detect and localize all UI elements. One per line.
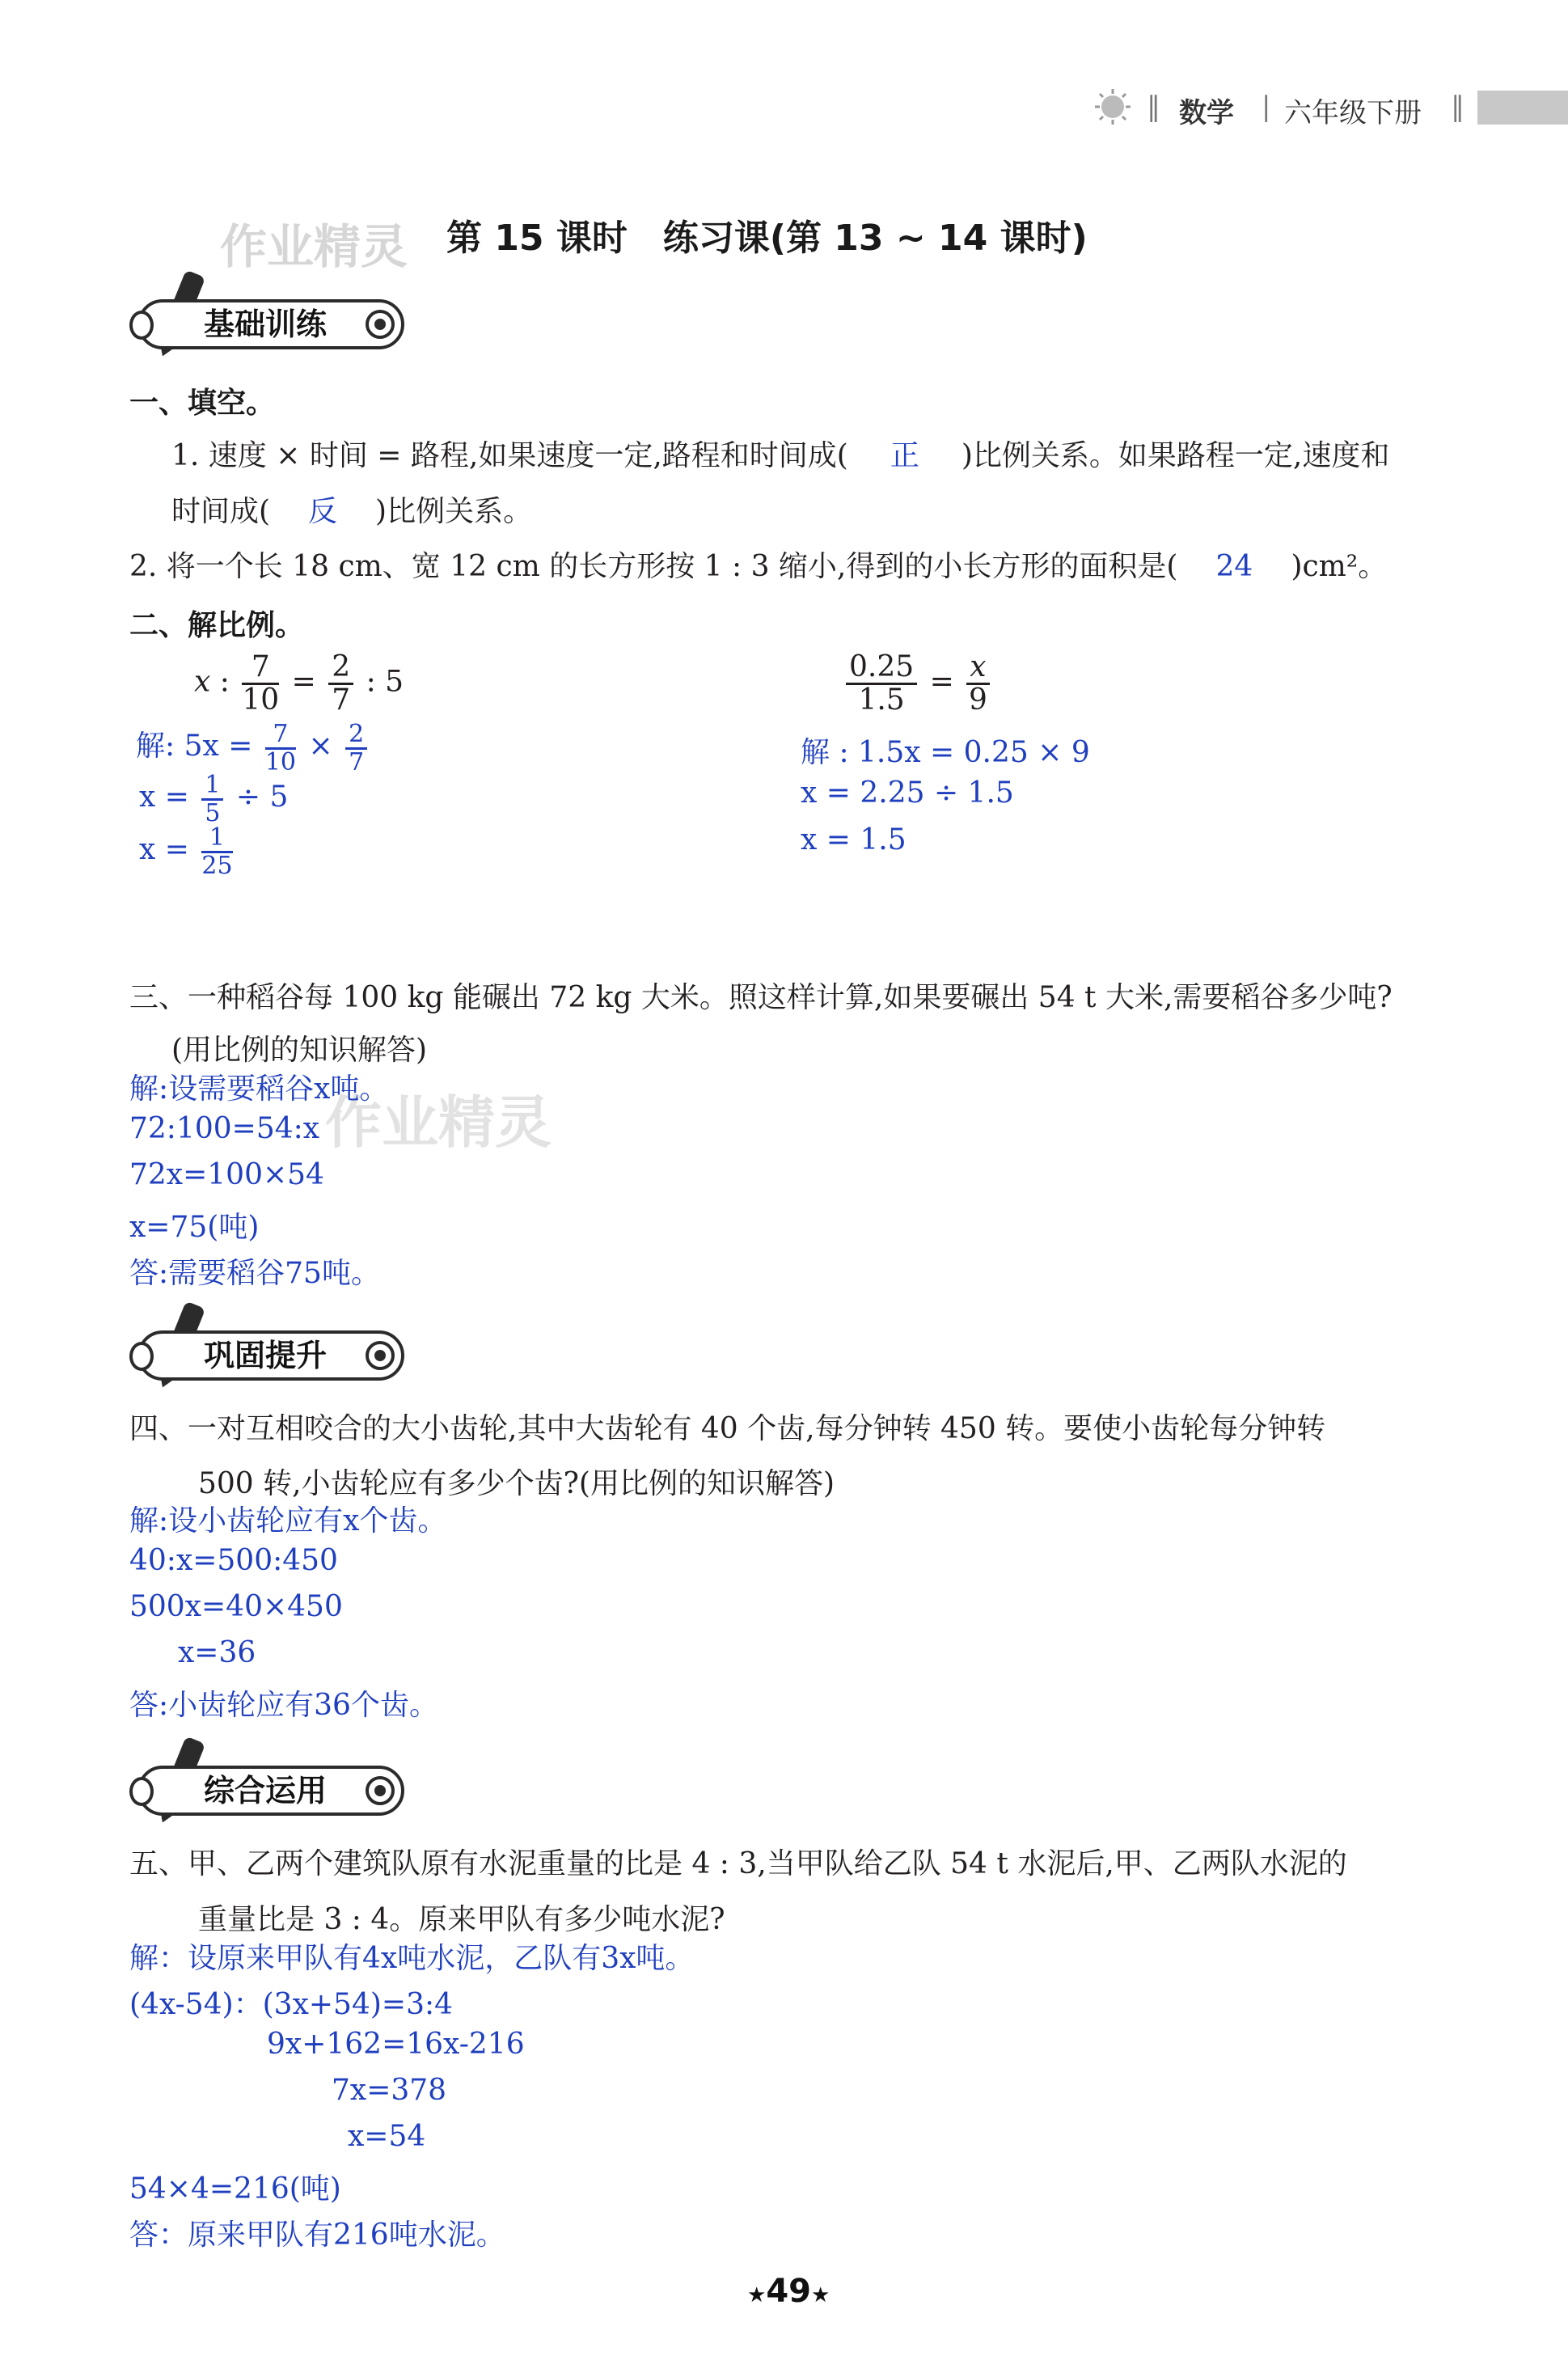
- answer-blank: 24: [1215, 550, 1253, 583]
- question-4-line-2: 500 转,小齿轮应有多少个齿?(用比例的知识解答): [198, 1467, 835, 1500]
- header-subject: 数学: [1179, 97, 1234, 129]
- answer-5-line: (4x-54)：(3x+54)=3:4: [129, 1988, 454, 2021]
- sun-icon: [1093, 87, 1132, 126]
- header-bar: [1477, 91, 1568, 125]
- answer-5-line: x=54: [348, 2120, 426, 2153]
- answer-4-line: 解:设小齿轮应有x个齿。: [129, 1504, 447, 1538]
- answer-4-line: 40:x=500:450: [129, 1544, 338, 1577]
- header-divider: |: [1262, 91, 1271, 123]
- answer-blank: 正: [890, 439, 919, 472]
- header-grade: 六年级下册: [1284, 97, 1422, 129]
- answer-5-line: 答：原来甲队有216吨水泥。: [129, 2219, 505, 2252]
- answer-3-line: 72:100=54:x: [129, 1112, 320, 1145]
- proportion-2: $\frac{0.25}{1.5}$ = $\frac{x}{9}$: [843, 652, 993, 716]
- badge-basic: 基础训练: [137, 299, 404, 349]
- answer-5-line: 7x=378: [332, 2074, 447, 2107]
- badge-consolidate: 巩固提升: [137, 1330, 404, 1381]
- question-1-line-2: 时间成( 反 )比例关系。: [171, 489, 532, 530]
- answer-3-line: 72x=100×54: [129, 1158, 324, 1191]
- solution-2-line-3: x = 1.5: [801, 823, 907, 857]
- question-5-line-1: 五、甲、乙两个建筑队原有水泥重量的比是 4 : 3,当甲队给乙队 54 t 水泥后,甲、乙两队水泥的: [129, 1847, 1347, 1880]
- solution-1-line-1: 解: 5x = $\frac{7}{10}$ × $\frac{2}{7}$: [136, 721, 370, 775]
- answer-5-line: 9x+162=16x-216: [267, 2028, 525, 2061]
- answer-3-line: 解:设需要稻谷x吨。: [129, 1072, 389, 1106]
- section-heading: 二、解比例。: [129, 609, 305, 642]
- solution-2-line-1: 解 : 1.5x = 0.25 × 9: [801, 736, 1090, 769]
- header-divider: ‖: [1147, 91, 1160, 123]
- watermark-center: 作业精灵: [325, 1089, 552, 1156]
- star-icon: ★: [747, 2283, 767, 2307]
- answer-5-line: 54×4=216(吨): [129, 2172, 341, 2206]
- section-heading: 一、填空。: [129, 387, 276, 420]
- answer-blank: 反: [308, 495, 338, 528]
- solution-2-line-2: x = 2.25 ÷ 1.5: [801, 776, 1014, 810]
- answer-3-line: 答:需要稻谷75吨。: [129, 1257, 380, 1290]
- question-2: 2. 将一个长 18 cm、宽 12 cm 的长方形按 1 : 3 缩小,得到的小长方形的面积是( 24 )cm²。: [129, 550, 1388, 583]
- question-5-line-2: 重量比是 3 : 4。原来甲队有多少吨水泥?: [198, 1903, 725, 1936]
- solution-1-line-3: x = $\frac{1}{25}$: [139, 823, 233, 880]
- page-number: ★49★: [747, 2273, 830, 2310]
- page-title: 第 15 课时 练习课(第 13 ~ 14 课时): [446, 218, 1088, 259]
- answer-4-line: 500x=40×450: [129, 1590, 343, 1623]
- answer-3-line: x=75(吨): [129, 1211, 260, 1244]
- proportion-1: x : $\frac{7}{10}$ = $\frac{2}{7}$ : 5: [194, 650, 404, 717]
- header-divider: ‖: [1451, 91, 1464, 123]
- question-3-line-2: (用比例的知识解答): [171, 1034, 428, 1067]
- answer-4-line: x=36: [178, 1636, 256, 1669]
- question-1-line-1: 1. 速度 × 时间 = 路程,如果速度一定,路程和时间成( 正 )比例关系。如果路程一定,速度和: [171, 433, 1389, 474]
- question-3-line-1: 三、一种稻谷每 100 kg 能碾出 72 kg 大米。照这样计算,如果要碾出 54 t 大米,需要稻谷多少吨?: [129, 981, 1393, 1014]
- answer-4-line: 答:小齿轮应有36个齿。: [129, 1689, 438, 1722]
- badge-comprehensive: 综合运用: [137, 1766, 404, 1816]
- star-icon: ★: [810, 2283, 830, 2307]
- question-4-line-1: 四、一对互相咬合的大小齿轮,其中大齿轮有 40 个齿,每分钟转 450 转。要使小齿轮每分钟转: [129, 1412, 1326, 1445]
- answer-5-line: 解：设原来甲队有4x吨水泥，乙队有3x吨。: [129, 1942, 695, 1975]
- watermark-corner: 作业精灵: [220, 219, 408, 274]
- solution-1-line-2: x = $\frac{1}{5}$ ÷ 5: [139, 771, 289, 827]
